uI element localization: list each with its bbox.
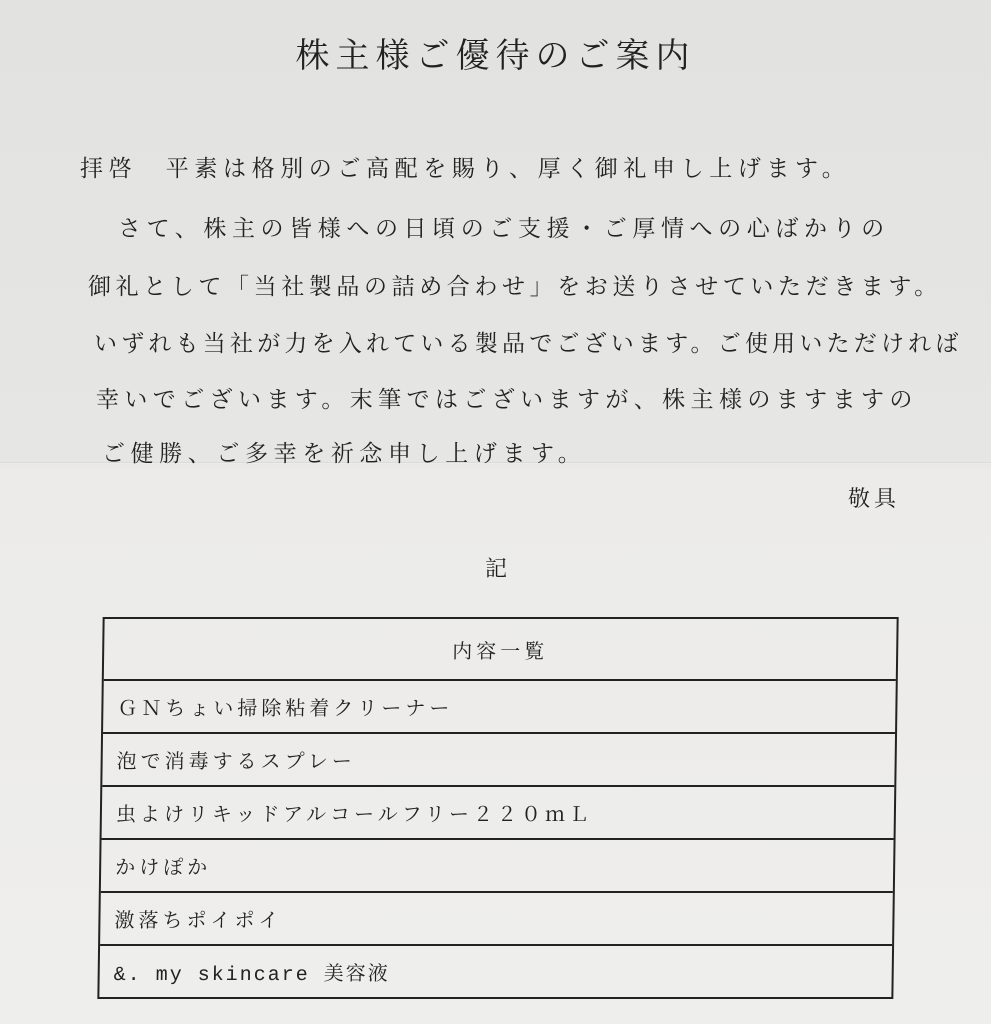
contents-table	[97, 617, 898, 999]
table-row: 泡で消毒するスプレー	[102, 732, 895, 785]
table-header: 内容一覧	[452, 638, 549, 663]
body-line: 幸いでございます。末筆ではございますが、株主様のますますの	[96, 387, 918, 413]
table-row: &. my skincare 美容液	[99, 944, 892, 997]
document-title: 株主様ご優待のご案内	[295, 36, 696, 76]
body-line: ご健勝、ご多幸を祈念申し上げます。	[102, 441, 587, 467]
closing-keigu: 敬具	[848, 487, 901, 512]
body-line: いずれも当社が力を入れている製品でございます。ご使用いただければ	[94, 331, 963, 357]
body-line: さて、株主の皆様への日頃のご支援・ご厚情への心ばかりの	[118, 216, 890, 242]
body-line: 拝啓 平素は格別のご高配を賜り、厚く御礼申し上げます。	[80, 156, 851, 182]
table-row: 激落ちポイポイ	[100, 891, 893, 944]
table-row: ＧＮちょい掃除粘着クリーナー	[103, 679, 896, 732]
table-row: かけぽか	[101, 838, 894, 891]
body-line: 御礼として「当社製品の詰め合わせ」をお送りさせていただきます。	[88, 274, 942, 300]
ki-marker: 記	[485, 557, 508, 582]
table-row: 虫よけリキッドアルコールフリー２２０ｍＬ	[102, 785, 895, 838]
